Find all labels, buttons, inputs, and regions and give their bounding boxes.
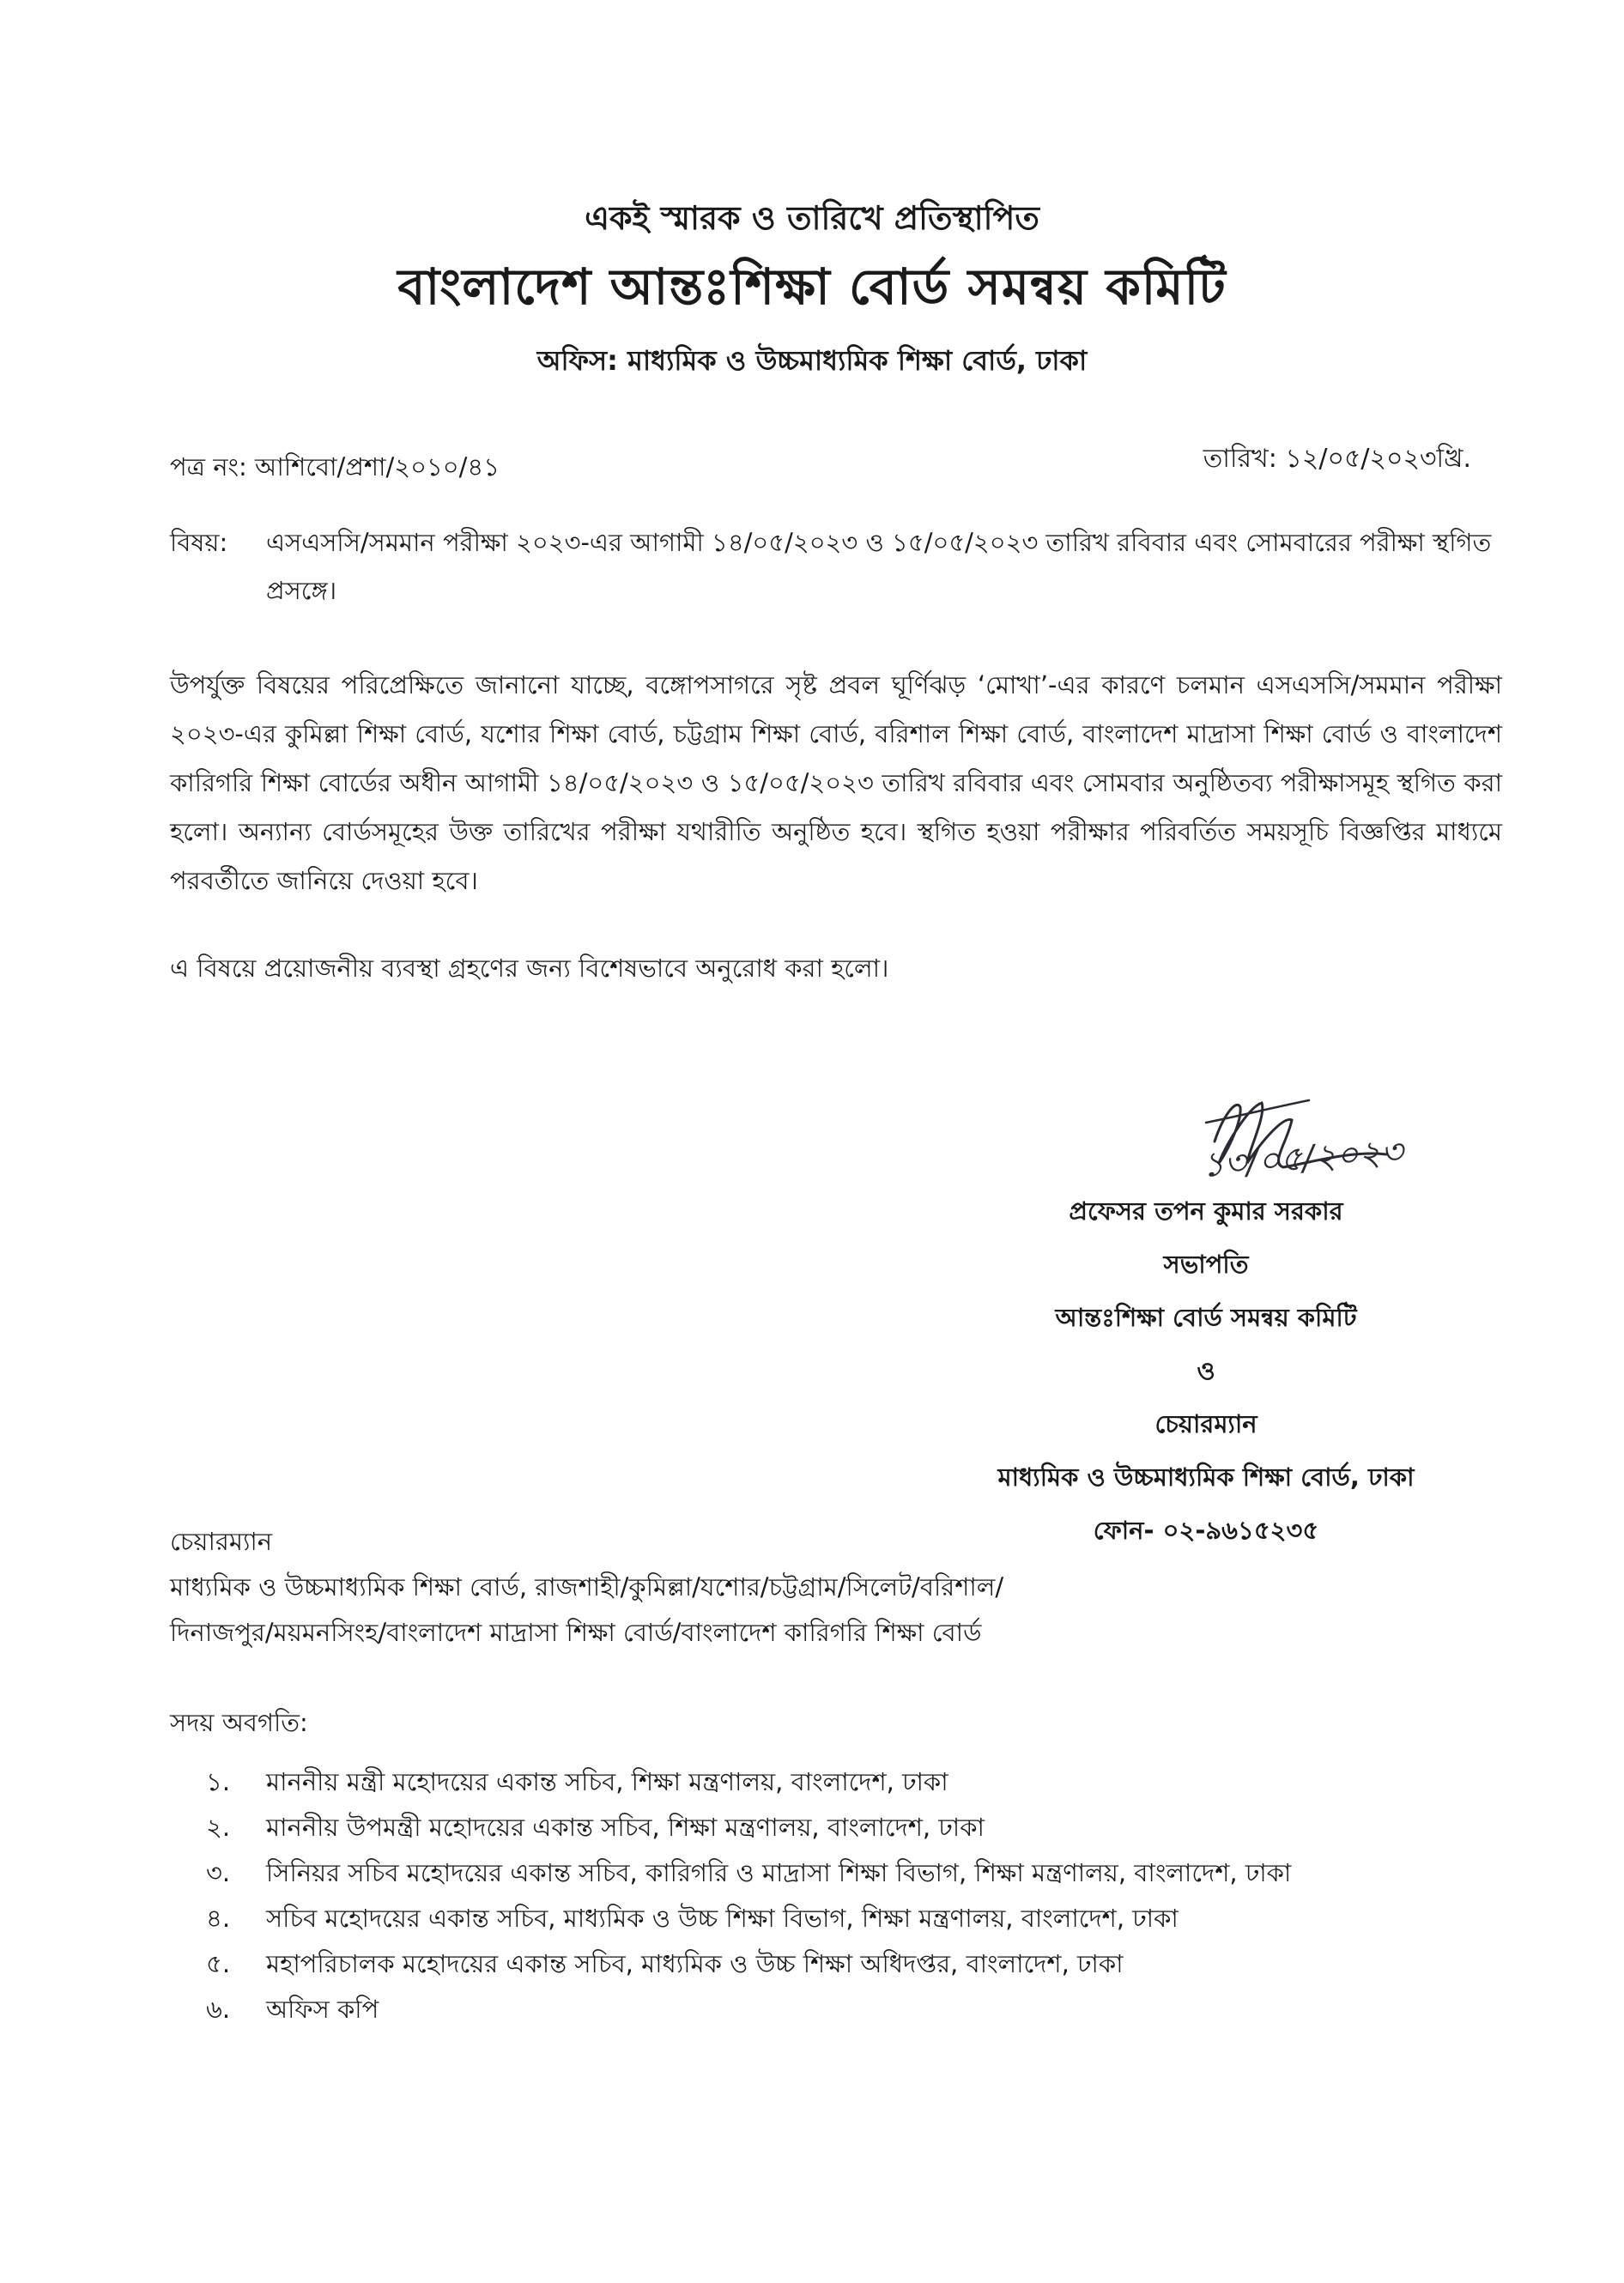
list-item-number: ১. [206, 1767, 231, 1796]
request-line: এ বিষয়ে প্রয়োজনীয় ব্যবস্থা গ্রহণের জন্য বিশেষভাবে অনুরোধ করা হলো। [170, 954, 889, 983]
recipient-line-3: দিনাজপুর/ময়মনসিংহ/বাংলাদেশ মাদ্রাসা শিক্ষা বোর্ড/বাংলাদেশ কারিগরি শিক্ষা বোর্ড [170, 1618, 982, 1647]
body-paragraph: উপর্যুক্ত বিষয়ের পরিপ্রেক্ষিতে জানানো যাচ্ছে, বঙ্গোপসাগরে সৃষ্ট প্রবল ঘূর্ণিঝড় ‘মোখা’-এর কারণে চলমান এসএসসি/সমমান পরীক্ষা ২০২৩-এর কুমিল্লা শিক্ষা বোর্ড, যশোর শিক্ষা বোর্ড, চট্টগ্রাম শিক্ষা বোর্ড, বরিশাল শিক্ষা বোর্ড, বাংলাদেশ মাদ্রাসা শিক্ষা বোর্ড ও বাংলাদেশ কারিগরি শিক্ষা বোর্ডের অধীন আগামী ১৪/০৫/২০২৩ ও ১৫/০৫/২০২৩ তারিখ রবিবার এবং সোমবার অনুষ্ঠিতব্য পরীক্ষাসমূহ স্থগিত করা হলো। অন্যান্য বোর্ডসমূহের উক্ত তারিখের পরীক্ষা যথারীতি অনুষ্ঠিত হবে। স্থগিত হওয়া পরীক্ষার পরিবর্তিত সময়সূচি বিজ্ঞপ্তির মাধ্যমে পরবর্তীতে জানিয়ে দেওয়া হবে। [170, 670, 1502, 895]
list-item-number: ২. [206, 1813, 231, 1842]
list-item-text: অফিস কপি [266, 1995, 379, 2024]
signatory-role-2: চেয়ারম্যান [1154, 1409, 1257, 1438]
signatory-phone: ফোন- ০২-৯৬১৫২৩৫ [1093, 1516, 1319, 1545]
memo-number: পত্র নং: আশিবো/প্রশা/২০১০/৪১ [170, 452, 500, 481]
list-item-text: মাননীয় উপমন্ত্রী মহোদয়ের একান্ত সচিব, শিক্ষা মন্ত্রণালয়, বাংলাদেশ, ঢাকা [266, 1813, 985, 1842]
document-title: বাংলাদেশ আন্তঃশিক্ষা বোর্ড সমন্বয় কমিটি [397, 257, 1227, 316]
list-item-number: ৩. [206, 1858, 231, 1887]
subject-text: এসএসসি/সমমান পরীক্ষা ২০২৩-এর আগামী ১৪/০৫/২০২৩ ও ১৫/০৫/২০২৩ তারিখ রবিবার এবং সোমবারের পরীক্ষা স্থগিত প্রসঙ্গে। [266, 528, 1492, 605]
handwritten-date: ১৩/০৫/২০২৩ [1200, 1131, 1405, 1186]
signatory-conjunction: ও [1197, 1356, 1215, 1385]
list-item-text: সিনিয়র সচিব মহোদয়ের একান্ত সচিব, কারিগরি ও মাদ্রাসা শিক্ষা বিভাগ, শিক্ষা মন্ত্রণালয়, বাংলাদেশ, ঢাকা [266, 1858, 1292, 1887]
list-item-number: ৫. [206, 1949, 231, 1978]
office-line: অফিস: মাধ্যমিক ও উচ্চমাধ্যমিক শিক্ষা বোর্ড, ঢাকা [536, 344, 1088, 377]
list-item-text: সচিব মহোদয়ের একান্ত সচিব, মাধ্যমিক ও উচ্চ শিক্ষা বিভাগ, শিক্ষা মন্ত্রণালয়, বাংলাদেশ, ঢাকা [266, 1904, 1179, 1933]
subject-label: বিষয়: [170, 528, 228, 557]
list-item [206, 1896, 1291, 1941]
list-item-number: ৬. [206, 1995, 231, 2024]
list-item [206, 1759, 1291, 1805]
header-subtitle: একই স্মারক ও তারিখে প্রতিস্থাপিত [585, 199, 1039, 237]
list-item-number: ৪. [206, 1904, 231, 1933]
list-item [206, 1805, 1291, 1850]
recipient-block [170, 1519, 1457, 1656]
cc-title: সদয় অবগতি: [170, 1708, 308, 1737]
cc-list [206, 1759, 1291, 2032]
list-item [206, 1850, 1291, 1896]
signatory-org-1: আন্তঃশিক্ষা বোর্ড সমন্বয় কমিটি [1055, 1303, 1357, 1332]
memo-date: তারিখ: ১২/০৫/২০২৩খ্রি. [1203, 444, 1471, 474]
signatory-role-1: সভাপতি [1163, 1250, 1249, 1279]
signature-block [953, 1184, 1459, 1557]
list-item-text: মাননীয় মন্ত্রী মহোদয়ের একান্ত সচিব, শিক্ষা মন্ত্রণালয়, বাংলাদেশ, ঢাকা [266, 1767, 948, 1796]
list-item-text: মহাপরিচালক মহোদয়ের একান্ত সচিব, মাধ্যমিক ও উচ্চ শিক্ষা অধিদপ্তর, বাংলাদেশ, ঢাকা [266, 1949, 1124, 1978]
recipient-line-1: চেয়ারম্যান [170, 1527, 273, 1556]
list-item [206, 1941, 1291, 1987]
signatory-name: প্রফেসর তপন কুমার সরকার [1069, 1196, 1343, 1226]
recipient-line-2: মাধ্যমিক ও উচ্চমাধ্যমিক শিক্ষা বোর্ড, রাজশাহী/কুমিল্লা/যশোর/চট্টগ্রাম/সিলেট/বরিশাল/ [170, 1572, 1004, 1602]
signatory-org-2: মাধ্যমিক ও উচ্চমাধ্যমিক শিক্ষা বোর্ড, ঢাকা [997, 1462, 1415, 1492]
list-item [206, 1987, 1291, 2032]
